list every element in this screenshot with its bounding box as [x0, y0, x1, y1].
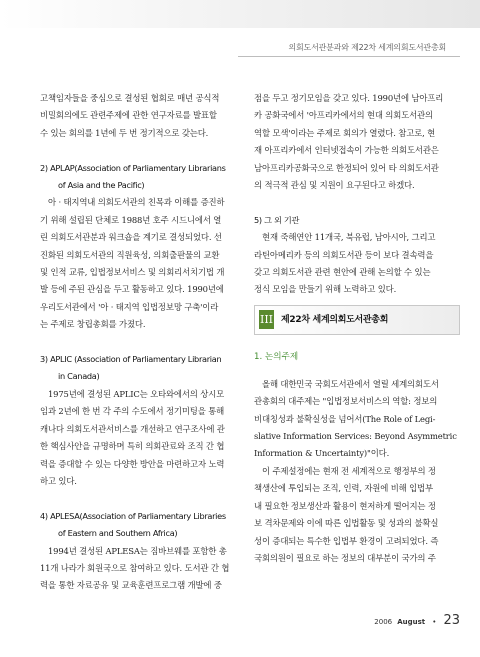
- subsection-heading: 1. 논의주제: [254, 351, 299, 362]
- body-line: 1994년 결성된 APLESA는 짐바브웨를 포함한 총: [48, 545, 227, 556]
- body-line: 린 의회도서관분과 워크숍을 계기로 결성되었다. 선: [40, 232, 222, 243]
- body-line: 한 핵심사안을 규명하며 특히 의회관료와 조직 간 협: [40, 441, 225, 452]
- body-line: 비대칭성과 불확실성을 넘어서(The Role of Legi-: [254, 413, 436, 424]
- body-line: 책생산에 투입되는 조직, 인력, 자원에 비해 입법부: [254, 483, 433, 494]
- body-line: 하고 있다.: [40, 475, 77, 486]
- subheading-continuation: in Canada): [58, 371, 100, 382]
- body-line: 의 적극적 관심 및 지원이 요구된다고 하겠다.: [254, 180, 415, 191]
- body-line: 기 위해 설립된 단체로 1988년 호주 시드니에서 열: [40, 214, 222, 225]
- body-line: 는 주제로 창립총회를 가졌다.: [40, 319, 146, 330]
- body-line: 역할 모색'이라는 주제로 회의가 열렸다. 참고로, 현: [254, 127, 436, 138]
- paragraph-gap: [40, 490, 240, 507]
- body-line: 아 · 태지역내 의회도서관의 친목과 이해를 증진하: [48, 197, 225, 208]
- header-rule: [238, 56, 460, 57]
- body-line: 발 등에 주된 관심을 두고 활동하고 있다. 1990년에: [40, 284, 224, 295]
- subheading: 2) APLAP(Association of Parliamentary Librarians: [40, 162, 226, 173]
- right-column-bottom-text: [254, 376, 460, 567]
- body-line: 고책임자들을 중심으로 결성된 협회로 매년 공식적: [40, 93, 220, 103]
- subheading: 4) APLESA(Association of Parliamentary Libraries: [40, 510, 226, 521]
- right-column: [254, 90, 460, 567]
- body-line: slative Information Services: Beyond Asymmetric: [254, 431, 457, 442]
- body-line: 현재 죽해연안 11개국, 북유럽, 남아시아, 그리고: [262, 232, 436, 243]
- page-footer: [374, 609, 460, 628]
- footer-separator: •: [432, 618, 437, 626]
- body-line: 정식 모임을 만들기 위해 노력하고 있다.: [254, 284, 397, 295]
- body-line: Information & Uncertainty)"이다.: [254, 448, 390, 459]
- footer-month: August: [397, 618, 426, 626]
- left-column: [40, 90, 240, 595]
- paragraph-gap: [40, 334, 240, 351]
- section-header-box: [254, 305, 460, 335]
- body-line: 수 있는 회의를 1년에 두 번 정기적으로 갖는다.: [40, 127, 209, 138]
- running-head: 의회도서관분과와 제22차 세계의회도서관총회: [288, 43, 446, 52]
- section-title: 제22차 세계의회도서관총회: [281, 314, 389, 325]
- subheading-continuation: of Asia and the Pacific): [58, 180, 145, 191]
- body-line: 력을 통한 자료공유 및 교육훈련프로그램 개발에 중: [40, 580, 222, 591]
- body-line: 임과 2년에 한 번 각 주의 수도에서 정기미팅을 통해: [40, 406, 225, 417]
- section-number-badge: III: [259, 310, 274, 329]
- body-line: 재 아프리카에서 인터넷접속이 가능한 의회도서관은: [254, 145, 439, 156]
- subheading: 5) 그 외 기관: [254, 214, 300, 225]
- body-line: 갖고 의회도서관 관련 현안에 관해 논의할 수 있는: [254, 267, 431, 278]
- body-line: 진화된 의회도서관의 직원육성, 의회출판물의 교환: [40, 249, 220, 260]
- body-line: 1975년에 결성된 APLIC는 오타와에서의 상시모: [48, 388, 225, 399]
- subheading: 3) APLIC (Association of Parliamentary Librarian: [40, 354, 222, 365]
- paragraph-gap: [254, 194, 460, 211]
- body-line: 캐나다 의회도서관서비스를 개선하고 연구조사에 관: [40, 423, 225, 434]
- body-line: 우리도서관에서 '아 · 태지역 입법정보망 구축'이라: [40, 301, 219, 312]
- body-line: 올해 대한민국 국회도서관에서 열릴 세계의회도서: [262, 378, 439, 389]
- paragraph-gap: [40, 142, 240, 159]
- body-line: 남아프리카공화국으로 한정되어 있어 타 의회도서관: [254, 162, 439, 173]
- body-line: 라틴아메리카 등의 의회도서관 등이 보다 결속력을: [254, 249, 434, 260]
- body-line: 및 인적 교류, 입법정보서비스 및 의회리서치기법 개: [40, 267, 225, 278]
- page-number: 23: [443, 613, 460, 628]
- body-line: 국회의원이 필요로 하는 정보의 대부분이 국가의 주: [254, 552, 436, 563]
- subheading-continuation: of Eastern and Southern Africa): [58, 528, 178, 539]
- body-line: 보 격차문제와 이에 따른 입법활동 및 성과의 불확실: [254, 518, 439, 529]
- body-line: 력을 증대할 수 있는 다양한 방안을 마련하고자 노력: [40, 458, 225, 469]
- footer-year: 2006: [374, 618, 393, 626]
- body-line: 이 주제설정에는 현재 전 세계적으로 행정부의 정: [262, 465, 436, 476]
- body-line: 내 필요한 정보생산과 활용이 현저하게 떨어지는 정: [254, 500, 436, 511]
- top-gradient-band: [0, 0, 480, 28]
- right-column-top-text: [254, 90, 460, 299]
- body-line: 비밀회의에도 관련주제에 관한 연구자료를 발표할: [40, 110, 217, 121]
- body-line: 점을 두고 정기모임을 갖고 있다. 1990년에 남아프리: [254, 93, 444, 103]
- body-line: 11개 나라가 회원국으로 참여하고 있다. 도서관 간 협: [40, 562, 230, 573]
- body-line: 성이 증대되는 특수한 입법부 환경이 고려되었다. 즉: [254, 535, 439, 546]
- body-line: 카 공화국에서 '아프리카에서의 현대 의회도서관의: [254, 110, 433, 121]
- body-line: 관총회의 대주제는 "입법정보서비스의 역할: 정보의: [254, 396, 438, 407]
